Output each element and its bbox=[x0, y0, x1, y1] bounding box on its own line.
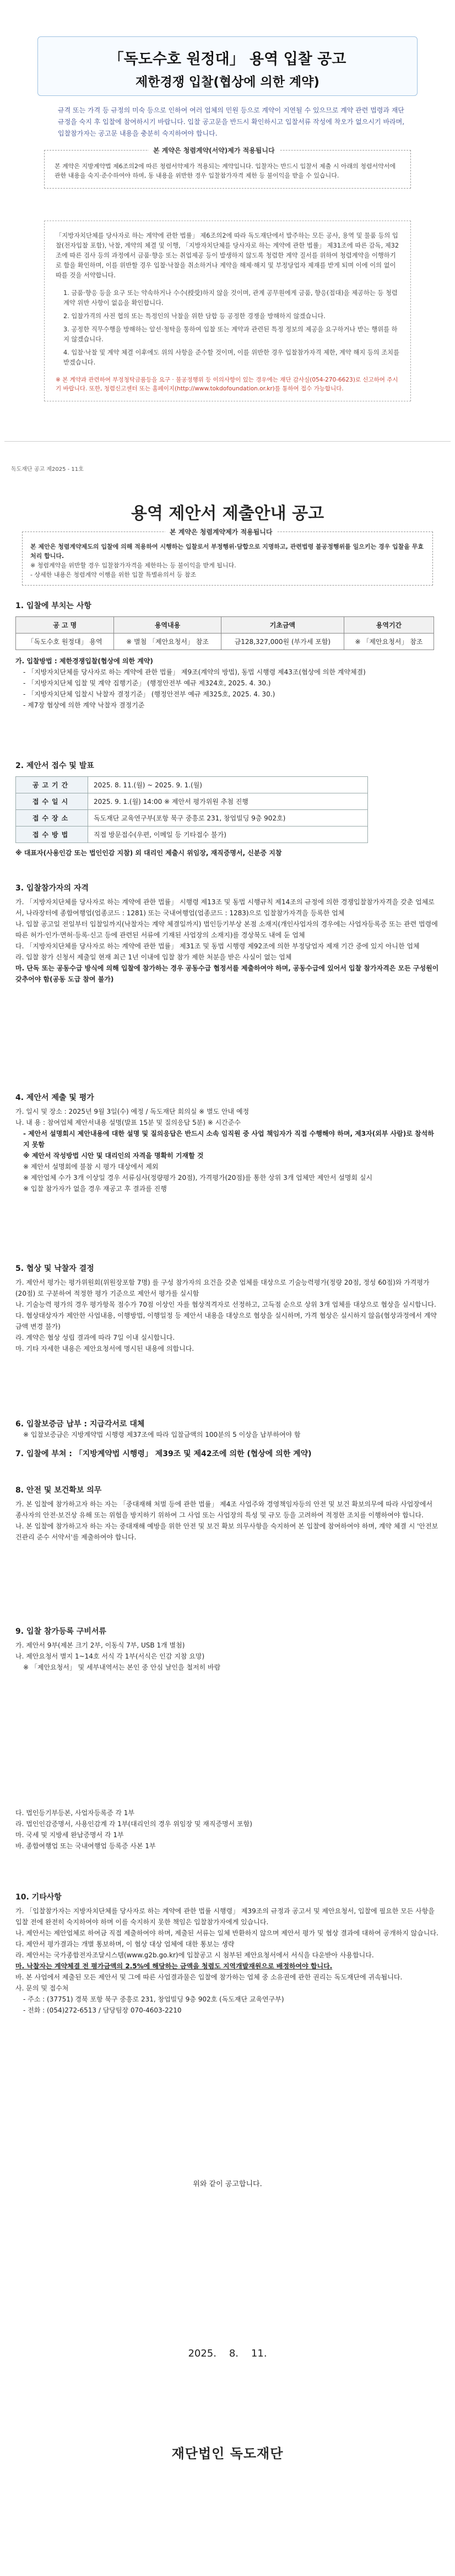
bid-table-cell: 「독도수호 원정대」 용역 bbox=[16, 634, 114, 650]
notice-date: 2025. 8. 11. bbox=[188, 2348, 267, 2359]
schedule-value: 2025. 9. 1.(월) 14:00 ※ 제안서 평가위원 추첨 진행 bbox=[88, 793, 368, 810]
notice1-subtitle: 제한경쟁 입찰(협상에 의한 계약) bbox=[136, 75, 319, 89]
section-5-line: 마. 기타 자세한 내용은 제안요청서에 명시된 내용에 의합니다. bbox=[15, 1345, 194, 1353]
section-6-line: ※ 입찰보증금은 지방계약법 시행령 제37조에 따라 입찰금액의 100분의 5 이상을 납부하여야 함 bbox=[23, 1431, 301, 1439]
notice2-title: 용역 제안서 제출안내 공고 bbox=[131, 504, 324, 523]
bid-table-header: 용역기간 bbox=[344, 617, 434, 634]
section-9-line: 나. 제안요청서 별지 1~14호 서식 각 1부(서식은 인감 지참 요망) bbox=[15, 1652, 205, 1660]
divider bbox=[4, 441, 451, 442]
notice1-box2 bbox=[44, 221, 411, 401]
section-10-title: 10. 기타사항 bbox=[15, 1893, 62, 1902]
section-3-line: 나. 입찰 공고일 전일부터 입찰일까지(낙찰자는 계약 체결일까지) 법인등기부상 본점 소재지(개인사업자의 경우에는 사업자등록증 또는 관련 법령에 따른 허가·인가·면허·등록·신고 등에 관련된 서류에 기재된 사업장의 소재지)를 경상북도 내에 둔 업체 bbox=[15, 920, 438, 939]
section-3-line: 마. 단독 또는 공동수급 방식에 의해 입찰에 참가하는 경우 공동수급 협정서를 제출하여야 하며, 공동수급에 있어서 입찰 참가자격은 모든 구성원이 갖추어야 함(공동 도급 참여 불가) bbox=[15, 964, 439, 983]
section-5-line: 다. 협상대상자가 제안한 사업내용, 이행방법, 이행일정 등 제안서 내용을 대상으로 협상을 실시하며, 가격 협상은 실시하지 않음(협상과정에서 계약금액 변경 불가) bbox=[15, 1312, 437, 1330]
section-4-line: ※ 제안서 작성방법 시안 및 대리인의 자격을 명확히 기재할 것 bbox=[23, 1152, 204, 1160]
section-4 bbox=[15, 1092, 440, 1194]
section-6-title: 6. 입찰보증금 납부 : 지급각서로 대체 bbox=[15, 1420, 145, 1429]
section-9-line: 가. 제안서 9부(제본 크기 2부, 이동식 7부, USB 1개 별첨) bbox=[15, 1641, 185, 1649]
schedule-value: 직접 방문접수(우편, 이메일 등 기타접수 불가) bbox=[88, 827, 368, 843]
section-1 bbox=[15, 600, 440, 711]
section-2-note: ※ 대표자(사용인감 또는 법인인감 지참) 외 대리인 제출시 위임장, 재직증명서, 신분증 지참 bbox=[15, 849, 282, 857]
section-10-line: - 주소 : (37751) 경북 포항 북구 중흥로 231, 창업빌딩 9층 902호 (독도재단 교육연구부) bbox=[23, 1995, 284, 2003]
section-9-title: 9. 입찰 참가등록 구비서류 bbox=[15, 1627, 106, 1636]
bid-table-header: 기초금액 bbox=[221, 617, 344, 634]
section-10-line: 다. 제안서 평가결과는 개별 통보하며, 이 협상 대상 업체에 대한 통보는 생략 bbox=[15, 1940, 235, 1948]
notice1-list-item: 3. 공정한 직무수행을 방해하는 알선·청탁을 통하여 입찰 또는 계약과 관련된 특정 정보의 제공을 요구하거나 받는 행위를 하지 않겠습니다. bbox=[63, 326, 398, 343]
section-5-line: 나. 기술능력 평가의 경우 평가항목 점수가 70점 이상인 자를 협상적격자로 선정하고, 고득점 순으로 상위 3개 업체를 대상으로 협상을 실시합니다. bbox=[15, 1301, 436, 1308]
section-5-line: 가. 제안서 평가는 평가위원회(위원장포함 7명) 를 구성 참가자의 요건을 갖춘 업체를 대상으로 기술능력평가(정량 20점, 정성 60점)와 가격평가(20점) 로 구분하여 적정한 평가 기준으로 제안서 평가를 실시함 bbox=[15, 1279, 430, 1297]
section-9-doc: 라. 법인인감증명서, 사용인감계 각 1부(대리인의 경우 위임장 및 재직증명서 포함) bbox=[15, 1820, 252, 1828]
section-10-line: 라. 제안서는 국가종합전자조달시스템(www.g2b.go.kr)에 입찰공고 시 첨부된 제안요청서에서 서식을 다운받아 사용합니다. bbox=[15, 1951, 374, 1959]
section-4-line: 나. 내 용 : 참여업체 제안서내용 설명(발표 15분 및 질의응답 5분) ※ 시간준수 bbox=[15, 1119, 241, 1126]
bid-table-header: 용역내용 bbox=[114, 617, 221, 634]
schedule-table bbox=[15, 776, 368, 843]
section-3-line: 라. 입찰 참가 신청서 제출일 현재 최근 1년 이내에 입찰 참가 제한 처분을 받은 사실이 없는 업체 bbox=[15, 953, 292, 961]
section-9-line: ※ 「제안요청서」 및 세부내역서는 본인 중 안심 날인을 철저히 바람 bbox=[23, 1663, 221, 1671]
notice1-box1-body: 본 계약은 지방계약법 제6조의2에 따른 청렴서약제가 적용되는 계약입니다. 입찰자는 반드시 입찰서 제출 시 아래의 청렴서약서에 관한 내용을 숙지·준수하여야 하며, 동 내용을 위반한 경우 입찰참가자격 제한 등 불이익을 받을 수 있습니다. bbox=[44, 150, 411, 189]
bid-table-header: 공 고 명 bbox=[16, 617, 114, 634]
section-10-line-text: 마. 낙찰자는 계약체결 전 평가금액의 2.5%에 해당하는 금액을 청렴도 지역개발재원으로 배정하여야 합니다. bbox=[15, 1962, 333, 1970]
notice1-box2-text: 「지방자치단체를 당사자로 하는 계약에 관한 법률」 제6조의2에 따라 독도재단에서 발주하는 모든 공사, 용역 및 물품 등의 입찰(전자입찰 포함), 낙찰, 계약의 체결 및 이행, 「지방자치단체를 당사자로 하는 계약에 관한 법률」 제31조에 따른 감독, 제32조에 따른 검사 등의 과정에서 금품·향응 또는 취업제공 등이 발생하지 않도록 청렴한 계약 질서를 위하여 청렴계약을 이행하기로 함을 확인하며, 이를 위반할 경우 입찰·낙찰을 취소하거나 계약을 해제·해지 및 부정당업자 제재를 받게 되며 이에 이의 없이 따를 것을 서약합니다. bbox=[56, 232, 399, 279]
notice1-title: 「독도수호 원정대」 용역 입찰 공고 bbox=[109, 51, 346, 68]
notice1-header bbox=[37, 36, 418, 96]
section-4-line: 가. 일시 및 장소 : 2025년 9월 3일(수) 예정 / 독도재단 회의실 ※ 별도 안내 예정 bbox=[15, 1108, 250, 1115]
section-1-ga bbox=[15, 656, 440, 667]
notice1-footnote: ※ 본 계약과 관련하여 부정청탁금품등을 요구 · 불공정행위 등 이의사항이 있는 경우에는 재단 감사실(054-270-6623)로 신고하여 주시기 바랍니다. 또한, 청렴신고센터 또는 홈페이지(http://www.tokdofoundation.or.kr)를 통하여 접수 가능합니다. bbox=[56, 377, 398, 392]
section-10-line: 사. 문의 및 접수처 bbox=[15, 1984, 69, 1992]
section-5-title: 5. 협상 및 낙찰자 결정 bbox=[15, 1264, 94, 1273]
section-6 bbox=[15, 1418, 440, 1459]
section-9 bbox=[15, 1625, 440, 1673]
section-8 bbox=[15, 1484, 440, 1543]
notice1-box1-title: 본 계약은 청렴계약(서약)제가 적용됩니다 bbox=[149, 146, 279, 155]
section-1-title: 1. 입찰에 부치는 사항 bbox=[15, 602, 91, 610]
section-3 bbox=[15, 882, 440, 985]
section-9-doc: 바. 종합여행업 또는 국내여행업 등록증 사본 1부 bbox=[15, 1842, 156, 1850]
section-1-line: - 제7장 협상에 의한 계약 낙찰자 결정기준 bbox=[23, 701, 145, 709]
section-9-docs bbox=[15, 1807, 440, 1852]
section-4-title: 4. 제안서 제출 및 평가 bbox=[15, 1093, 94, 1102]
schedule-key: 접수장소 bbox=[16, 810, 88, 827]
section-1-line: - 「지방자치단체를 당사자로 하는 계약에 관한 법률」 제9조(계약의 방법), 동법 시행령 제43조(협상에 의한 계약체결) bbox=[23, 668, 366, 676]
bid-table-cell: ※ 별첨 「제안요청서」 참조 bbox=[114, 634, 221, 650]
section-8-line: 가. 본 입찰에 참가하고자 하는 자는 「중대재해 처벌 등에 관한 법률」 제4조 사업주와 경영책임자등의 안전 및 보건 확보의무에 따라 사업장에서 종사자의 안전·보건상 유해 또는 위험을 방지하기 위하여 그 사업 또는 사업장의 특성 및 규모 등을 고려하여 적정한 조치를 이행하여야 합니다. bbox=[15, 1500, 433, 1519]
section-4-line: ※ 제안서 설명회에 불참 시 평가 대상에서 제외 bbox=[23, 1163, 159, 1171]
notice2-box-line: ※ 청렴계약을 위반할 경우 입찰참가자격을 제한하는 등 불이익을 받게 됩니다. bbox=[30, 562, 236, 569]
notice2-ref: 독도재단 공고 제2025 - 11호 bbox=[11, 466, 84, 473]
section-10-line: 가. 「입찰참가자는 지방자치단체를 당사자로 하는 계약에 관한 법률 시행령」 제39조의 규정과 공고서 및 제안요청서, 입찰에 필요한 모든 사항을 입찰 전에 완전히 숙지하여야 하며 이를 숙지하지 못한 책임은 입찰참가자에게 있습니다. bbox=[15, 1907, 435, 1926]
notice2-box bbox=[22, 528, 433, 586]
section-10 bbox=[15, 1891, 440, 2016]
bid-table-cell: ※ 「제안요청서」 참조 bbox=[344, 634, 434, 650]
schedule-value: 독도재단 교육연구부(포항 북구 중흥로 231, 창업빌딩 9층 902호) bbox=[88, 810, 368, 827]
section-10-line bbox=[15, 1961, 440, 1972]
section-8-line: 나. 본 입찰에 참가하고자 하는 자는 중대재해 예방을 위한 안전 및 보건 확보 의무사항을 숙지하여 본 입찰에 참여하여야 하며, 계약 체결 시 '안전보건관리 준수 서약서'를 제출하여야 합니다. bbox=[15, 1522, 438, 1541]
schedule-key: 접수일시 bbox=[16, 793, 88, 810]
section-3-line: 다. 「지방자치단체를 당사자로 하는 계약에 관한 법률」 제31조 및 동법 시행령 제92조에 의한 부정당업자 제재 기간 중에 있지 아니한 업체 bbox=[15, 942, 420, 950]
schedule-key: 공고기간 bbox=[16, 777, 88, 793]
schedule-value: 2025. 8. 11.(월) ~ 2025. 9. 1.(월) bbox=[88, 777, 368, 793]
section-4-line: ※ 제안업체 수가 3개 이상일 경우 서류심사(정량평가 20점), 가격평가(20점)를 통한 상위 3개 업체만 제안서 설명회 실시 bbox=[23, 1174, 373, 1182]
section-1-line: - 「지방자치단체 입찰시 낙찰자 결정기준」 (행정안전부 예규 제325호, 2025. 4. 30.) bbox=[23, 690, 275, 698]
section-4-line: - 제안서 설명회시 제안내용에 대한 설명 및 질의응답은 반드시 소속 임직원 중 사업 책임자가 직접 수행해야 하며, 제3자(외부 사람)로 참석하지 못함 bbox=[23, 1130, 434, 1149]
section-10-line: - 전화 : (054)272-6513 / 담당팀장 070-4603-2210 bbox=[23, 2006, 182, 2014]
notice1-box1 bbox=[44, 147, 411, 189]
section-2 bbox=[15, 760, 440, 858]
section-9-doc: 마. 국세 및 지방세 완납증명서 각 1부 bbox=[15, 1831, 124, 1839]
bid-table-cell: 금128,327,000원 (부가세 포함) bbox=[221, 634, 344, 650]
section-1-line: - 「지방자치단체 입찰 및 계약 집행기준」 (행정안전부 예규 제324호, 2025. 4. 30.) bbox=[23, 679, 271, 687]
section-4-line: ※ 입찰 참가자가 없을 경우 재공고 후 결과를 진행 bbox=[23, 1185, 167, 1193]
notice1-list-item: 2. 입찰가격의 사전 협의 또는 특정인의 낙찰을 위한 담합 등 공정한 경쟁을 방해하지 않겠습니다. bbox=[63, 313, 326, 320]
closing-text: 위와 같이 공고합니다. bbox=[193, 2180, 262, 2188]
bid-table bbox=[15, 616, 434, 650]
section-10-line: 나. 제안서는 제안업체로 하여금 직접 제출하여야 하며, 제출된 서류는 일체 반환하지 않으며 제안서 평가 및 협상 결과에 대하여 공개하지 않습니다. bbox=[15, 1929, 438, 1937]
section-5-line: 라. 계약은 협상 성립 결과에 따라 7일 이내 실시합니다. bbox=[15, 1334, 175, 1341]
section-2-title: 2. 제안서 접수 및 발표 bbox=[15, 761, 94, 770]
notice2-box-line: 본 제안은 청렴계약제도의 입찰에 의해 적용하여 시행하는 입찰로서 부정행위·담합으로 지명하고, 관련법령 불공정행위를 일으키는 경우 입찰을 무효처리 합니다. bbox=[30, 543, 424, 560]
section-8-title: 8. 안전 및 보건확보 의무 bbox=[15, 1486, 102, 1495]
section-3-title: 3. 입찰참가자의 자격 bbox=[15, 884, 89, 893]
section-7-title: 7. 입찰에 부쳐 : 「지방계약법 시행령」 제39조 및 제42조에 의한 (협상에 의한 계약) bbox=[15, 1450, 312, 1458]
section-1-ga-text: 가. 입찰방법 : 제한경쟁입찰(협상에 의한 계약) bbox=[15, 657, 153, 665]
notice1-intro: 규격 또는 가격 등 규정의 미숙 등으로 인하여 여러 업체의 민원 등으로 계약이 지연될 수 있으므로 계약 관련 법령과 재단 규정을 숙지 후 입찰에 참여하시기 바랍니다. 입찰 공고문을 반드시 확인하시고 입찰서류 작성에 착오가 없으시기 바라며, 입찰참가자는 공고문 내용을 충분히 숙지하여야 합니다. bbox=[58, 106, 405, 137]
section-9-doc: 다. 법인등기부등본, 사업자등록증 각 1부 bbox=[15, 1809, 134, 1817]
notice1-list-item: 4. 입찰·낙찰 및 계약 체결 이후에도 위의 사항을 준수할 것이며, 이를 위반한 경우 입찰참가자격 제한, 계약 해지 등의 조치를 받겠습니다. bbox=[63, 349, 400, 366]
notice2-box-title: 본 계약은 청렴계약제가 적용됩니다 bbox=[165, 527, 277, 536]
section-3-line: 가. 「지방자치단체를 당사자로 하는 계약에 관한 법률」 시행령 제13조 및 동법 시행규칙 제14조의 규정에 의한 경쟁입찰참가자격을 갖춘 업체로서, 나라장터에 종합여행업(업종코드 : 1281) 또는 국내여행업(업종코드 : 1283)으로 입찰참가자격을 등록한 업체 bbox=[15, 898, 435, 917]
issuer-name: 재단법인 독도재단 bbox=[171, 2446, 284, 2461]
section-5 bbox=[15, 1263, 440, 1354]
section-10-line: 바. 본 사업에서 제출된 모든 제안서 및 그에 따른 사업결과물은 입찰에 참가하는 업체 중 소유권에 관한 권리는 독도재단에 귀속됩니다. bbox=[15, 1973, 403, 1981]
notice1-list-item: 1. 금품·향응 등을 요구 또는 약속하거나 수수(授受)하지 않을 것이며, 관계 공무원에게 금품, 향응(접대)을 제공하는 등 청렴계약 위반 사항이 없음을 확인합니다. bbox=[63, 289, 398, 307]
notice2-box-line: - 상세한 내용은 청렴계약 이행을 위한 입찰 특별유의서 등 참조 bbox=[30, 571, 197, 578]
schedule-key: 접수방법 bbox=[16, 827, 88, 843]
